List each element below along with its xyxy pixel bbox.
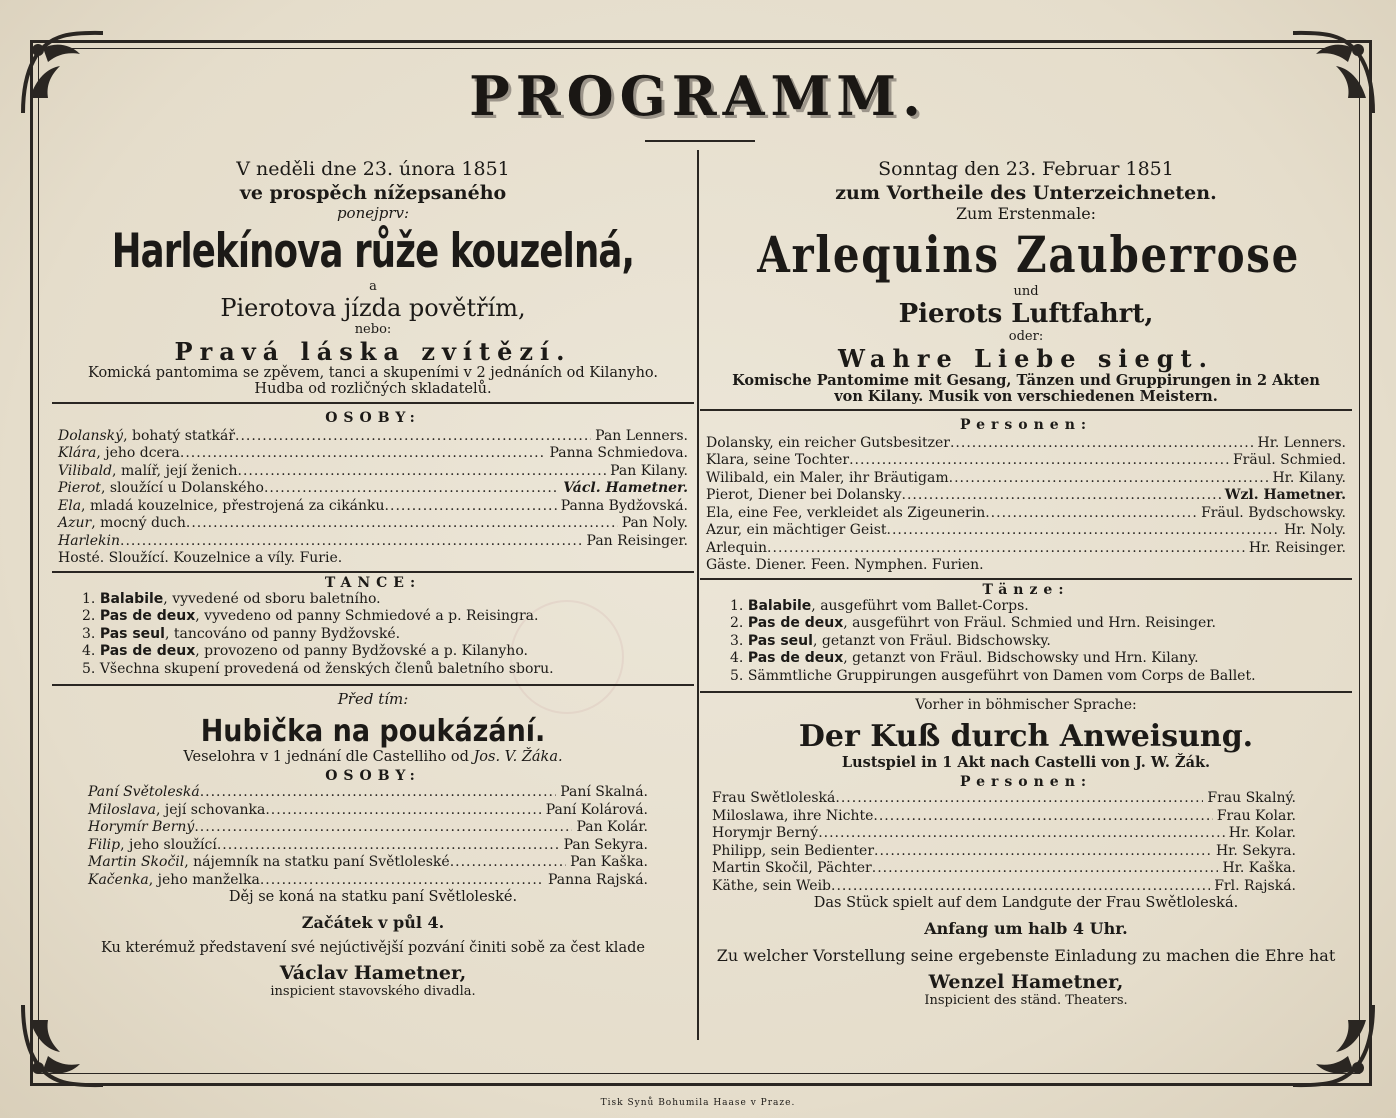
cast-row: Dolansky, ein reicher Gutsbesitzer ..... Hr. Lenners. — [706, 435, 1346, 453]
cast-list — [58, 428, 688, 568]
dance-row: 4. Pas de deux, provozeno od panny Bydžovské a p. Kilanyho. — [82, 643, 528, 660]
corner-ornament-icon — [1288, 1000, 1378, 1090]
main-title: Harlekínova růže kouzelná, — [111, 224, 635, 279]
dance-row: 5. Sämmtliche Gruppirungen ausgeführt von Damen vom Corps de Ballet. — [730, 667, 1256, 684]
dance-row: 4. Pas de deux, getanzt von Fräul. Bidschowsky und Hrn. Kilany. — [730, 650, 1199, 667]
extras-line: Hosté. Sloužící. Kouzelnice a víly. Furie. — [58, 550, 343, 567]
extras-line: Gäste. Diener. Feen. Nymphen. Furien. — [706, 557, 984, 574]
cast2-header: OSOBY: — [325, 768, 421, 785]
column-divider — [697, 150, 699, 1040]
invitation-line: Zu welcher Vorstellung seine ergebenste Einladung zu machen die Ehre hat — [716, 946, 1336, 966]
section-rule — [700, 578, 1352, 580]
description-line-2: Hudba od rozličných skladatelů. — [254, 380, 492, 397]
cast-row: Vilibald, malíř, její ženich ..... Pan Kilany. — [58, 463, 688, 481]
main-title: Arlequins Zauberrose — [757, 225, 1300, 284]
dance-row: 2. Pas de deux, ausgeführt von Fräul. Schmied und Hrn. Reisinger. — [730, 615, 1216, 632]
second-play-description: Veselohra v 1 jednání dle Castelliho od Jos. V. Žáka. — [183, 749, 563, 766]
cast-row: Harlekin ..... Pan Reisinger. — [58, 533, 688, 551]
cast-row: Philipp, sein Bedienter ..... Hr. Sekyra. — [712, 843, 1296, 861]
before-line: Vorher in böhmischer Sprache: — [915, 697, 1137, 714]
section-rule — [52, 571, 694, 573]
signature-role: inspicient stavovského divadla. — [270, 984, 476, 1000]
cast-header: Personen: — [959, 416, 1093, 433]
first-time-line: Zum Erstenmale: — [955, 204, 1097, 223]
subtitle: Pierotova jízda povětřím, — [220, 294, 526, 322]
date-line: Sonntag den 23. Februar 1851 — [878, 158, 1174, 180]
start-time: Anfang um halb 4 Uhr. — [924, 919, 1128, 939]
cast-row: Klára, jeho dcera ..... Panna Schmiedova. — [58, 445, 688, 463]
cast-row: Arlequin ..... Hr. Reisinger. — [706, 540, 1346, 558]
cast-row: Filip, jeho sloužící ..... Pan Sekyra. — [88, 837, 648, 855]
cast-row: Martin Skočil, Pächter ..... Hr. Kaška. — [712, 860, 1296, 878]
czech-column — [58, 150, 688, 999]
description-line-1: Komische Pantomime mit Gesang, Tänzen und Gruppirungen in 2 Akten — [732, 372, 1320, 389]
cast-header: OSOBY: — [325, 409, 421, 426]
cast-row: Wilibald, ein Maler, ihr Bräutigam ..... Hr. Kilany. — [706, 470, 1346, 488]
subtitle: Pierots Luftfahrt, — [898, 299, 1154, 329]
dance-list — [706, 598, 1346, 686]
cast-row: Azur, ein mächtiger Geist ..... Hr. Noly. — [706, 522, 1346, 540]
cast-row: Pierot, sloužící u Dolanského ..... Václ. Hametner. — [58, 480, 688, 498]
cast-row: Miloslawa, ihre Nichte ..... Frau Kolar. — [712, 808, 1296, 826]
second-play-title: Der Kuß durch Anweisung. — [798, 719, 1254, 755]
first-time-line: ponejprv: — [336, 204, 410, 222]
dance-row: 2. Pas de deux, vyvedeno od panny Schmiedové a p. Reisingra. — [82, 608, 539, 625]
start-time: Začátek v půl 4. — [301, 913, 445, 933]
cast-list — [706, 435, 1346, 575]
dance-row: 1. Balabile, ausgeführt vom Ballet-Corps. — [730, 597, 1029, 614]
dance-header: TANCE: — [324, 574, 422, 591]
cast-row: Frau Swětloleská ..... Frau Skalný. — [712, 790, 1296, 808]
cast-row: Paní Světoleská ..... Paní Skalná. — [88, 784, 648, 802]
benefit-line: ve prospěch nížepsaného — [239, 182, 507, 204]
cast-row: Horymír Berný ..... Pan Kolár. — [88, 819, 648, 837]
cast-row: Pierot, Diener bei Dolansky ..... Wzl. Hametner. — [706, 487, 1346, 505]
cast2-list — [58, 784, 688, 889]
conjunction: a — [369, 279, 377, 294]
cast-row: Käthe, sein Weib ..... Frl. Rajská. — [712, 878, 1296, 896]
dance-row: 3. Pas seul, tancováno od panny Bydžovské. — [82, 625, 401, 642]
setting-line: Das Stück spielt auf dem Landgute der Frau Swětloleská. — [813, 895, 1239, 912]
second-play-title: Hubička na poukázání. — [200, 714, 546, 750]
cast-row: Ela, mladá kouzelnice, přestrojená za cikánku ..... Panna Bydžovská. — [58, 498, 688, 516]
conjunction-or: oder: — [1008, 329, 1044, 344]
signature: Wenzel Hametner, — [928, 971, 1124, 994]
alt-title: Wahre Liebe siegt. — [838, 344, 1214, 373]
conjunction-or: nebo: — [354, 322, 392, 337]
cast-row: Azur, mocný duch ..... Pan Noly. — [58, 515, 688, 533]
cast-row: Horymjr Berný ..... Hr. Kolar. — [712, 825, 1296, 843]
german-column — [706, 150, 1346, 1008]
section-rule — [52, 402, 694, 404]
cast-row: Klara, seine Tochter ..... Fräul. Schmied. — [706, 452, 1346, 470]
cast-row: Kačenka, jeho manželka ..... Panna Rajská. — [88, 872, 648, 890]
corner-ornament-icon — [18, 1000, 108, 1090]
description-line-2: von Kilany. Musik von verschiedenen Meistern. — [834, 387, 1218, 405]
signature: Václav Hametner, — [279, 962, 467, 985]
dance-row: 3. Pas seul, getanzt von Fräul. Bidschowsky. — [730, 632, 1051, 649]
dance-list — [58, 591, 688, 679]
cast-row: Miloslava, její schovanka ..... Paní Kolárová. — [88, 802, 648, 820]
signature-role: Inspicient des ständ. Theaters. — [924, 993, 1128, 1009]
second-play-description: Lustspiel in 1 Akt nach Castelli von J. W. Žák. — [841, 754, 1211, 772]
cast2-list — [706, 790, 1346, 895]
section-rule — [700, 691, 1352, 693]
page-title: PROGRAMM. — [469, 64, 927, 128]
setting-line: Děj se koná na statku paní Světloleské. — [228, 889, 518, 906]
cast2-header: Personen: — [959, 774, 1093, 791]
before-line: Před tím: — [337, 690, 409, 709]
dance-row: 5. Všechna skupení provedená od ženských členů baletního sboru. — [82, 660, 554, 677]
cast-row: Ela, eine Fee, verkleidet als Zigeunerin ..... Fräul. Bydschowsky. — [706, 505, 1346, 523]
conjunction: und — [1013, 284, 1039, 299]
cast-row: Dolanský, bohatý statkář ..... Pan Lenners. — [58, 428, 688, 446]
section-rule — [700, 409, 1352, 411]
benefit-line: zum Vortheile des Unterzeichneten. — [835, 182, 1217, 204]
date-line: V neděli dne 23. února 1851 — [236, 158, 510, 180]
section-rule — [52, 684, 694, 686]
dance-header: Tänze: — [982, 581, 1070, 598]
printer-imprint: Tisk Synů Bohumila Haase v Praze. — [600, 1098, 796, 1108]
description-line-1: Komická pantomima se zpěvem, tanci a skupeními v 2 jednáních od Kilanyho. — [88, 365, 658, 381]
invitation-line: Ku kterémuž představení své nejúctivější pozvání činiti sobě za čest klade — [101, 940, 645, 957]
cast-row: Martin Skočil, nájemník na statku paní Světloleské ..... Pan Kaška. — [88, 854, 648, 872]
dance-row: 1. Balabile, vyvedené od sboru baletního. — [82, 590, 381, 607]
title-rule — [645, 140, 755, 142]
alt-title: Pravá láska zvítězí. — [174, 337, 572, 366]
